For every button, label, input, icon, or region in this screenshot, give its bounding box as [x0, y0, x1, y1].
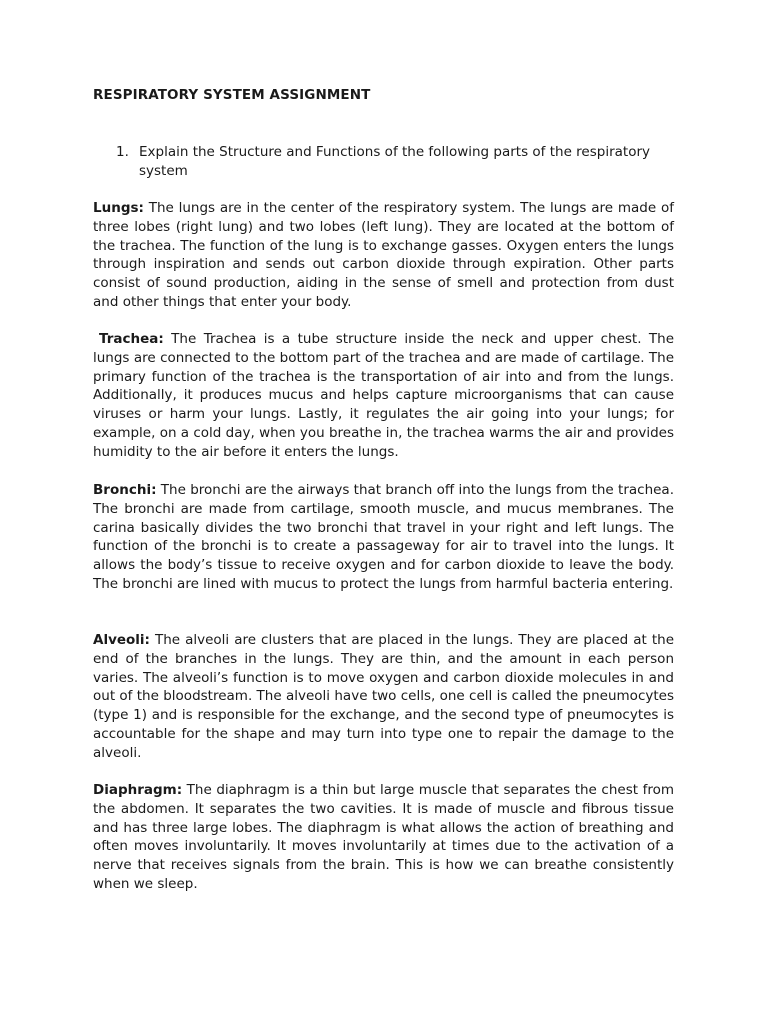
body-alveoli: The alveoli are clusters that are placed in the lungs. They are placed at the end of the branches in the lungs. They are thin, and the amount in each person varies. The alveoli’s function is to move oxygen and carbon dioxide molecules in and out of the bloodstream. The alveoli have two cells, one cell is called the pneumocytes (type 1) and is responsible for the exchange, and the second type of pneumocytes is accountable for the shape and may turn into type one to repair the damage to the alveoli.	[93, 632, 674, 761]
body-trachea: The Trachea is a tube structure inside the neck and upper chest. The lungs are connected to the bottom part of the trachea and are made of cartilage. The primary function of the trachea is the transportation of air into and from the lungs. Additionally, it produces mucus and helps capture microorganisms that can cause viruses or harm your lungs. Lastly, it regulates the air going into your lungs; for example, on a cold day, when you breathe in, the trachea warms the air and provides humidity to the air before it enters the lungs.	[93, 331, 674, 460]
term-trachea: Trachea:	[99, 331, 164, 347]
section-lungs	[93, 199, 674, 312]
section-trachea	[93, 330, 674, 462]
question-number: 1.	[116, 144, 129, 160]
question-item	[116, 143, 676, 181]
section-diaphragm	[93, 781, 674, 894]
question-text: Explain the Structure and Functions of the following parts of the respiratory system	[139, 144, 651, 179]
term-lungs: Lungs:	[93, 200, 144, 216]
document-title: RESPIRATORY SYSTEM ASSIGNMENT	[93, 87, 371, 103]
term-bronchi: Bronchi:	[93, 482, 157, 498]
term-alveoli: Alveoli:	[93, 632, 150, 648]
body-diaphragm: The diaphragm is a thin but large muscle that separates the chest from the abdomen. It separates the two cavities. It is made of muscle and fibrous tissue and has three large lobes. The diaphragm is what allows the action of breathing and often moves involuntarily. It moves involuntarily at times due to the activation of a nerve that receives signals from the brain. This is how we can breathe consistently when we sleep.	[93, 782, 674, 892]
section-bronchi	[93, 481, 674, 594]
section-alveoli	[93, 631, 674, 763]
body-lungs: The lungs are in the center of the respiratory system. The lungs are made of three lobes (right lung) and two lobes (left lung). They are located at the bottom of the trachea. The function of the lung is to exchange gasses. Oxygen enters the lungs through inspiration and sends out carbon dioxide through expiration. Other parts consist of sound production, aiding in the sense of smell and protection from dust and other things that enter your body.	[93, 200, 674, 310]
term-diaphragm: Diaphragm:	[93, 782, 183, 798]
body-bronchi: The bronchi are the airways that branch off into the lungs from the trachea. The bronchi are made from cartilage, smooth muscle, and mucus membranes. The carina basically divides the two bronchi that travel in your right and left lungs. The function of the bronchi is to create a passageway for air to travel into the lungs. It allows the body’s tissue to receive oxygen and for carbon dioxide to leave the body. The bronchi are lined with mucus to protect the lungs from harmful bacteria entering.	[93, 482, 674, 592]
